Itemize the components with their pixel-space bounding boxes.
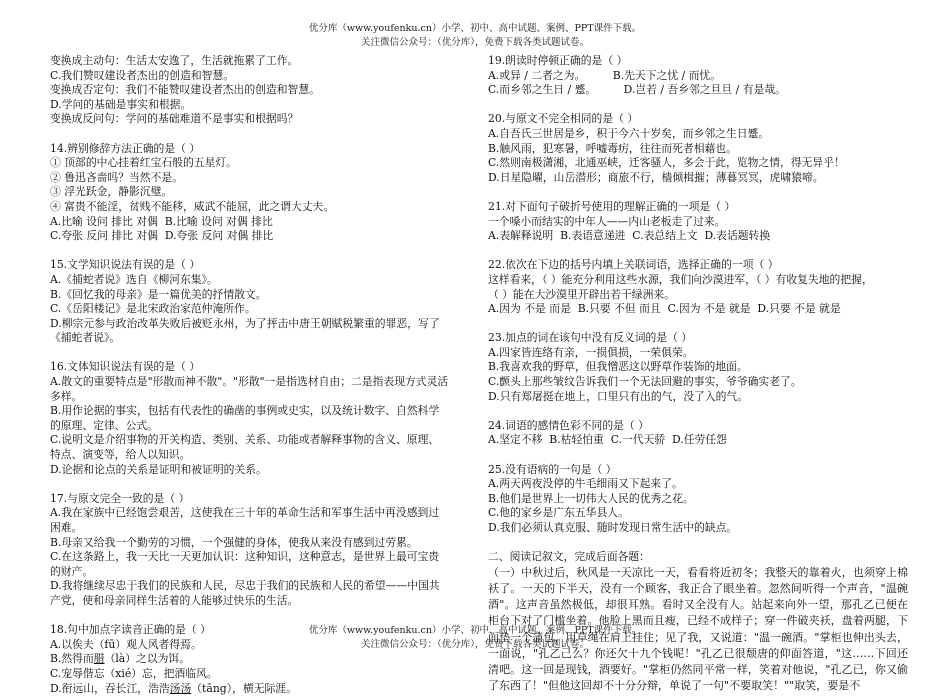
option-line: 困难。 (50, 521, 83, 534)
option-line: A.四家皆连络有亲，一损俱损，一荣俱荣。 (488, 345, 694, 359)
option-line: A.自吾氏三世居是乡，积于今六十岁矣，而乡邻之生日蹙。 (488, 126, 770, 140)
option-line: A.比喻 设问 排比 对偶 B.比喻 设问 对偶 排比 (50, 214, 273, 228)
option-line: B.他们是世界上一切伟大人民的优秀之花。 (488, 491, 694, 505)
header-line-1: 优分库（www.youfenku.cn）小学、初中、高中试题、案例、PPT课件下载。 (308, 23, 642, 34)
question-stem: 17.与原文完全一致的是（ ） (50, 491, 190, 505)
footer-line-2: 关注微信公众号：（优分库），免费下载各类试题试卷。 (360, 639, 589, 650)
text-line: D.学问的基础是事实和根据。 (50, 97, 192, 111)
option-line (50, 652, 472, 667)
text-run: （tāng），横无际涯。 (191, 681, 297, 695)
option-line: A.因为 不是 而是 B.只要 不但 而且 C.因为 不是 就是 D.只要 不是 就是 (488, 302, 841, 316)
question-19 (488, 54, 908, 98)
option-line: B.我喜欢我的野草，但我憎恶这以野草作装饰的地面。 (488, 360, 748, 374)
dotted-word: 腊 (93, 652, 105, 666)
option-line: B.用作论据的事实，包括有代表性的确凿的事例或史实，以及统计数字、自然科学 (50, 404, 440, 418)
option-line: D.柳宗元参与政治改革失败后被贬永州，为了抨击中唐王朝赋税繁重的罪恶，写了 (50, 316, 440, 330)
option-line: 特点、演变等，给人以知识。 (50, 448, 191, 462)
option-line: 的财产。 (50, 564, 94, 578)
option-line: C.然则南极潇湘，北通巫峡，迁客骚人，多会于此，览物之情，得无异乎！ (488, 156, 845, 170)
question-stem: 20.与原文不完全相同的是（ ） (488, 112, 639, 126)
question-20 (488, 112, 908, 185)
option-line: D.论据和论点的关系是证明和被证明的关系。 (50, 462, 267, 476)
option-line: A.两天两夜没停的牛毛细雨又下起来了。 (488, 477, 683, 491)
reading-passage: （一）中秋过后，秋风是一天凉比一天，看看将近初冬；我整天的靠着火，也须穿上棉袄了。一天的下半天，没有一个顾客，我正合了眼坐着。忽然间听得一个声音，"温碗酒"。这声音虽然极低，却很耳熟。看时又全没有人。站起来向外一望，那孔乙已便在柜台下对了门槛坐着。他脸上黑而且瘦，已经不成样子；穿一件破夹袄，盘着两腿，下面垫一个蒲包，用草绳在肩上挂住；见了我，又说道："温一碗酒。"掌柜也伸出头去，一面说，"孔乙己么？你还欠十九个钱呢！"孔乙已很颓唐的仰面答道，"这……下回还清吧。这一回是现钱，酒要好。"掌柜仍然同平常一样，笑着对他说，"孔乙已，你又偷了东西了！"但他这回却不十分分辩，单说了一句"不要取笑！""取笑，要是不 (488, 565, 908, 693)
option-line: B.《回忆我的母亲》是一篇优美的抒情散文。 (50, 287, 267, 301)
question-22 (488, 258, 908, 316)
right-column (488, 54, 908, 694)
option-line: C.《岳阳楼记》是北宋政治家范仲淹所作。 (50, 302, 256, 316)
text-line: C.我们赞叹建设者杰出的创造和智慧。 (50, 68, 235, 82)
option-line: A.《捕蛇者说》选自《柳河东集》。 (50, 272, 218, 286)
text-line: ② 鲁迅吝啬吗？当然不是。 (50, 170, 183, 184)
option-line: C.他的家乡是广东五华县人。 (488, 506, 629, 520)
text-line: 变换成否定句：我们不能赞叹建设者杰出的创造和智慧。 (50, 83, 320, 97)
question-stem: 24.词语的感情色彩不同的是（ ） (488, 418, 649, 432)
page-footer (0, 624, 950, 652)
option-line: D.我们必须认真克服、随时发现日常生活中的缺点。 (488, 521, 738, 534)
text-run: B.然得而 (50, 652, 94, 666)
option-line: A.我在家族中已经饱尝艰苦，这使我在三十年的革命生活和军事生活中再没感到过 (50, 506, 440, 520)
option-line (50, 682, 472, 696)
q13-tail (50, 54, 472, 127)
question-stem: 16.文体知识说法有误的是（ ） (50, 360, 201, 374)
footer-line-1: 优分库（www.youfenku.cn）小学、初中、高中试题、案例、PPT课件下载。 (308, 625, 642, 636)
dotted-word: 汤汤 (169, 681, 192, 695)
option-line: A.散文的重要特点是"形散而神不散"。"形散"一是指选材自由；二是指表现方式灵活 (50, 375, 449, 389)
question-24 (488, 419, 908, 448)
text-line: ③ 浮光跃金，静影沉璧。 (50, 185, 173, 199)
option-line: C.夸张 反问 排比 对偶 D.夸张 反问 对偶 排比 (50, 229, 274, 243)
option-line: A.坚定不移 B.枯轻怕重 C.一代天骄 D.任劳任怨 (488, 433, 727, 447)
option-line: D.只有郑屠挺在地上，口里只有出的气，没了入的气。 (488, 389, 749, 403)
left-column (50, 54, 472, 696)
question-stem: 22.依次在下边的括号内填上关联词语，选择正确的一项（ ） (488, 258, 779, 272)
question-stem: 19.朗读时停顿正确的是（ ） (488, 54, 628, 67)
option-line: A.或异 / 二者之为。 B.先天下之忧 / 而忧。 (488, 68, 722, 82)
text-line: 这样看来，（ ）能充分利用这些水源，我们向沙漠进军，（ ）有收复失地的把握， (488, 272, 873, 286)
option-line: 的原理、定律、公式。 (50, 418, 158, 432)
page-header (0, 0, 950, 50)
option-line: 产党，使和母亲同样生活着的人能够过快乐的生活。 (50, 593, 299, 607)
question-stem: 23.加点的词在该句中没有反义词的是（ ） (488, 331, 693, 345)
question-stem: 25.没有语病的一句是（ ） (488, 462, 617, 476)
option-line: A.以俟夫（fū）观人风者得焉。 (50, 637, 202, 651)
option-line: D.日星隐曜，山岳潜形；商旅不行，樯倾楫摧；薄暮冥冥，虎啸猿啼。 (488, 170, 824, 184)
question-17 (50, 492, 472, 609)
option-line: B.触风雨，犯寒暑，呼嘘毒疠，往往而死者相藉也。 (488, 141, 737, 155)
option-line: B.母亲又给我一个勤劳的习惯，一个强健的身体，使我从来没有感到过劳累。 (50, 535, 418, 549)
option-line: 《捕蛇者说》。 (50, 331, 121, 345)
option-line: C.说明文是介绍事物的开关构造、类别、关系、功能或者解释事物的含义、原理、 (50, 433, 440, 447)
text-line: 变换成主动句：生活太安逸了，生活就拖累了工作。 (50, 54, 299, 67)
header-line-2: 关注微信公众号：（优分库），免费下载各类试题试卷。 (360, 37, 589, 48)
question-stem: 15.文学知识说法有误的是（ ） (50, 258, 201, 272)
question-15 (50, 258, 472, 346)
text-run: （là）之以为饵。 (104, 652, 191, 666)
question-23 (488, 331, 908, 404)
text-line: （ ）能在大沙漠里开辟出若干绿洲来。 (488, 287, 675, 301)
option-line: 多样。 (50, 389, 83, 403)
text-run: D.衔远山，吞长江，浩浩 (50, 681, 170, 695)
option-line: C.而乡邻之生日 / 蹙。 D.岂若 / 吾乡邻之旦旦 / 有是哉。 (488, 83, 786, 97)
text-line: ① 顶部的中心挂着红宝石般的五星灯。 (50, 156, 237, 170)
option-line: C.颤头上那些皱纹告诉我们一个无法回避的事实，爷爷确实老了。 (488, 375, 802, 389)
option-line: C.在这条路上，我一天比一天更加认识：这种知识，这种意志，是世界上最可宝贵 (50, 550, 440, 564)
section-heading: 二、阅读记叙文，完成后面各题： (488, 550, 650, 564)
text-line: 变换成反问句：学问的基础难道不是事实和根据吗？ (50, 112, 299, 126)
question-21 (488, 200, 908, 244)
question-stem: 14.辨别修辞方法正确的是（ ） (50, 141, 201, 155)
option-line: C.宠辱偕忘（xié）忘，把酒临风。 (50, 666, 218, 680)
option-line: A.表解释说明 B.表语意递进 C.表总结上文 D.表话题转换 (488, 229, 771, 243)
question-25 (488, 463, 908, 536)
question-stem: 18.句中加点字读音正确的是（ ） (50, 623, 211, 637)
question-stem: 21.对下面句子破折号使用的理解正确的一项是（ ） (488, 199, 736, 213)
text-line: ④ 富贵不能淫，贫贱不能移，威武不能屈，此之谓大丈夫。 (50, 199, 335, 213)
question-16 (50, 360, 472, 477)
question-14 (50, 142, 472, 244)
text-line: 一个嗓小而结实的中年人——内山老板走了过来。 (488, 214, 726, 228)
option-line: D.我将继续尽忠于我们的民族和人民，尽忠于我们的民族和人民的希望——中国共 (50, 579, 440, 593)
